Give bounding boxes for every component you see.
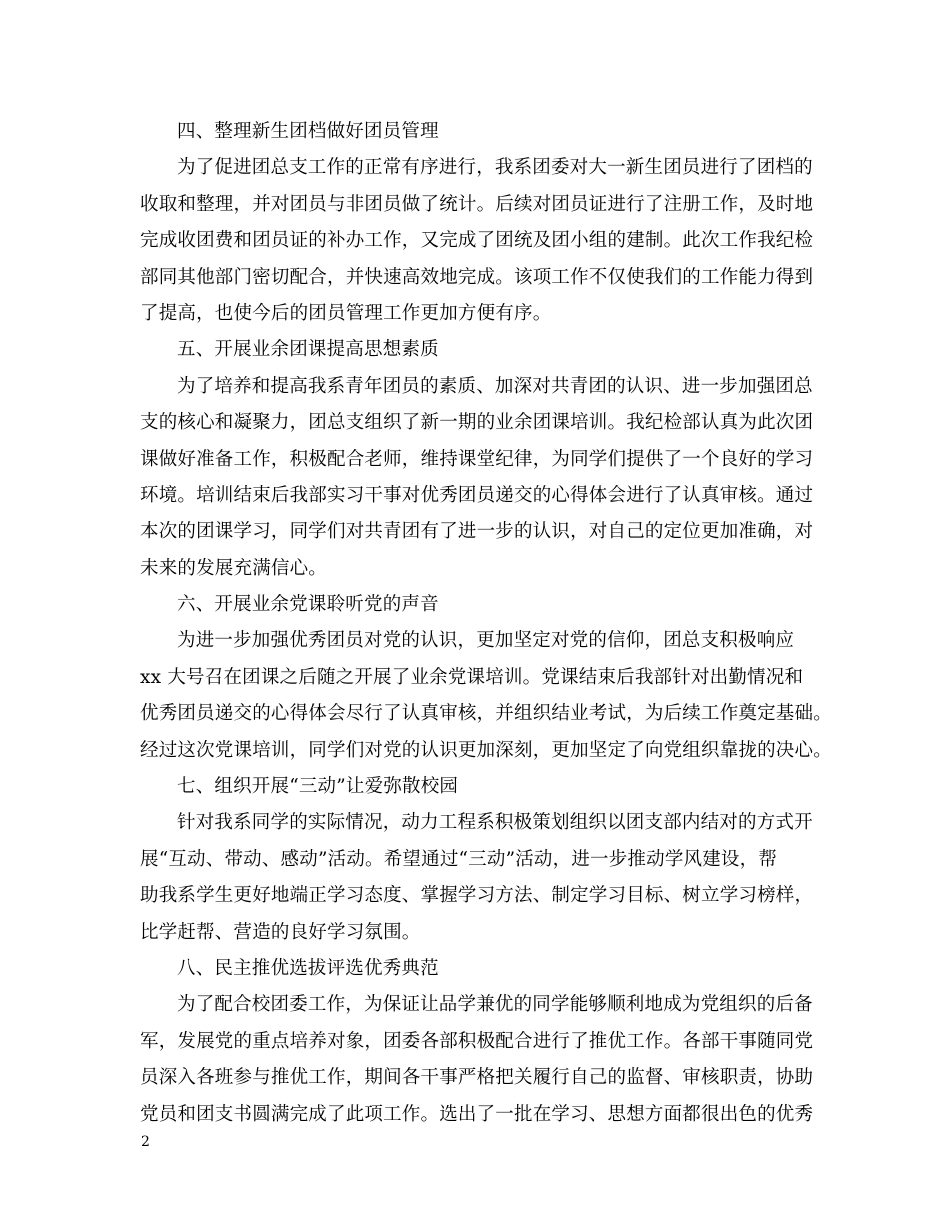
text-line: 六、开展业余党课聆听党的声音 <box>177 594 439 616</box>
text-line: 针对我系同学的实际情况，动力工程系积极策划组织以团支部内结对的方式开 <box>177 812 813 834</box>
text-line: 五、开展业余团课提高思想素质 <box>177 339 439 361</box>
text-line: 七、组织开展“三动”让爱弥散校园 <box>177 776 459 798</box>
text-line: 为进一步加强优秀团员对党的认识，更加坚定对党的信仰，团总支积极响应 <box>177 630 795 652</box>
text-line: 经过这次党课培训，同学们对党的认识更加深刻，更加坚定了向党组织靠拢的决心。 <box>140 739 832 761</box>
text-line: 本次的团课学习，同学们对共青团有了进一步的认识，对自己的定位更加准确，对 <box>140 521 814 543</box>
text-line: 优秀团员递交的心得体会尽行了认真审核，并组织结业考试，为后续工作奠定基础。 <box>140 703 832 725</box>
text-line: 党员和团支书圆满完成了此项工作。选出了一批在学习、思想方面都很出色的优秀 <box>140 1103 814 1125</box>
text-line: 四、整理新生团档做好团员管理 <box>177 121 439 142</box>
text-line: 完成收团费和团员证的补办工作，又完成了团统及团小组的建制。此次工作我纪检 <box>140 230 814 252</box>
text-line: 助我系学生更好地端正学习态度、掌握学习方法、制定学习目标、树立学习榜样， <box>140 885 814 907</box>
text-line: 比学赶帮、营造的良好学习氛围。 <box>140 921 421 943</box>
text-line: 为了配合校团委工作，为保证让品学兼优的同学能够顺利地成为党组织的后备 <box>177 994 813 1016</box>
page-number: 2 <box>141 1134 150 1150</box>
text-line: 为了促进团总支工作的正常有序进行，我系团委对大一新生团员进行了团档的 <box>177 157 813 179</box>
text-line: 军，发展党的重点培养对象，团委各部积极配合进行了推优工作。各部干事随同党 <box>140 1030 814 1052</box>
text-line: 收取和整理，并对团员与非团员做了统计。后续对团员证进行了注册工作，及时地 <box>140 193 814 215</box>
text-line: 了提高，也使今后的团员管理工作更加方便有序。 <box>140 302 552 324</box>
text-line: 课做好准备工作，积极配合老师，维持课堂纪律，为同学们提供了一个良好的学习 <box>140 448 814 470</box>
text-line: 为了培养和提高我系青年团员的素质、加深对共青团的认识、进一步加强团总 <box>177 375 813 397</box>
document-body <box>140 114 832 1133</box>
text-line: 八、民主推优选拔评选优秀典范 <box>177 957 439 979</box>
text-line: 未来的发展充满信心。 <box>140 557 328 579</box>
text-line: 部同其他部门密切配合，并快速高效地完成。该项工作不仅使我们的工作能力得到 <box>140 266 814 288</box>
text-line: 环境。培训结束后我部实习干事对优秀团员递交的心得体会进行了认真审核。通过 <box>140 484 814 506</box>
text-line: xx 大号召在团课之后随之开展了业余党课培训。党课结束后我部针对出勤情况和 <box>140 666 804 688</box>
text-line: 员深入各班参与推优工作，期间各干事严格把关履行自己的监督、审核职责，协助 <box>140 1067 814 1089</box>
text-line: 展“互动、带动、感动”活动。希望通过“三动”活动，进一步推动学风建设，帮 <box>140 848 778 870</box>
text-line: 支的核心和凝聚力，团总支组织了新一期的业余团课培训。我纪检部认真为此次团 <box>140 412 814 434</box>
